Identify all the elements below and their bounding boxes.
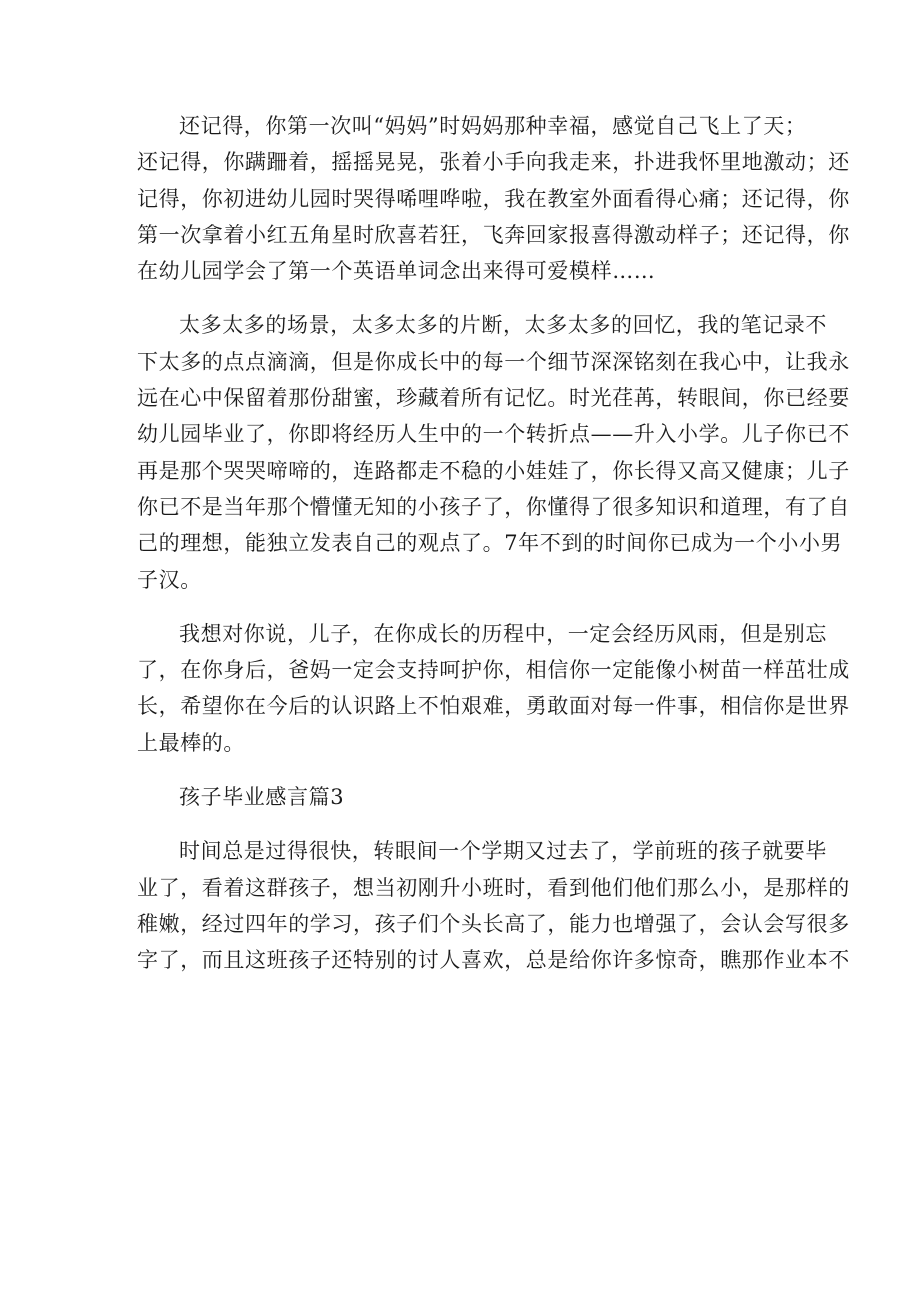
text-line: 在幼儿园学会了第一个英语单词念出来得可爱模样…… [137,259,656,284]
text-line: 还记得，你第一次叫“妈妈”时妈妈那种幸福，感觉自己飞上了天； [179,114,807,138]
text-line: 了，在你身后，爸妈一定会支持呵护你，相信你一定能像小树苗一样茁壮成 [137,658,850,683]
text-line: 第一次拿着小红五角星时欣喜若狂，飞奔回家报喜得激动样子；还记得，你 [137,222,850,247]
text-line: 再是那个哭哭啼啼的，连路都走不稳的小娃娃了，你长得又高又健康；儿子 [137,458,850,483]
paragraph-graduation [137,833,850,978]
paragraph-memories [137,108,850,289]
text-line: 你已不是当年那个懵懂无知的小孩子了，你懂得了很多知识和道理，有了自 [137,494,850,519]
text-line: 还记得，你蹒跚着，摇摇晃晃，张着小手向我走来，扑进我怀里地激动；还 [137,150,850,175]
document-body [137,108,850,997]
text-line: 时间总是过得很快，转眼间一个学期又过去了，学前班的孩子就要毕 [179,839,827,864]
text-line: 己的理想，能独立发表自己的观点了。7年不到的时间你已成为一个小小男 [137,531,843,556]
text-line: 记得，你初进幼儿园时哭得唏哩哗啦，我在教室外面看得心痛；还记得，你 [137,186,850,211]
text-line: 长，希望你在今后的认识路上不怕艰难，勇敢面对每一件事，相信你是世界 [137,694,850,719]
text-line: 字了，而且这班孩子还特别的讨人喜欢，总是给你许多惊奇，瞧那作业本不 [137,948,850,973]
text-line: 下太多的点点滴滴，但是你成长中的每一个细节深深铭刻在我心中，让我永 [137,349,850,374]
text-line: 幼儿园毕业了，你即将经历人生中的一个转折点——升入小学。儿子你已不 [137,422,850,447]
text-line: 稚嫩，经过四年的学习，孩子们个头长高了，能力也增强了，会认会写很多 [137,911,850,936]
text-line: 上最棒的。 [137,730,245,755]
text-line: 远在心中保留着那份甜蜜，珍藏着所有记忆。时光荏苒，转眼间，你已经要 [137,386,850,411]
text-line: 业了，看着这群孩子，想当初刚升小班时，看到他们他们那么小，是那样的 [137,875,850,900]
text-line: 我想对你说，儿子，在你成长的历程中，一定会经历风雨，但是别忘 [179,621,827,646]
text-line: 太多太多的场景，太多太多的片断，太多太多的回忆，我的笔记录不 [179,313,827,338]
section-heading [137,779,793,815]
text-line: 子汉。 [137,567,202,592]
paragraph-wishes [137,616,850,761]
heading-text: 孩子毕业感言篇3 [179,785,345,810]
paragraph-growth [137,307,850,597]
